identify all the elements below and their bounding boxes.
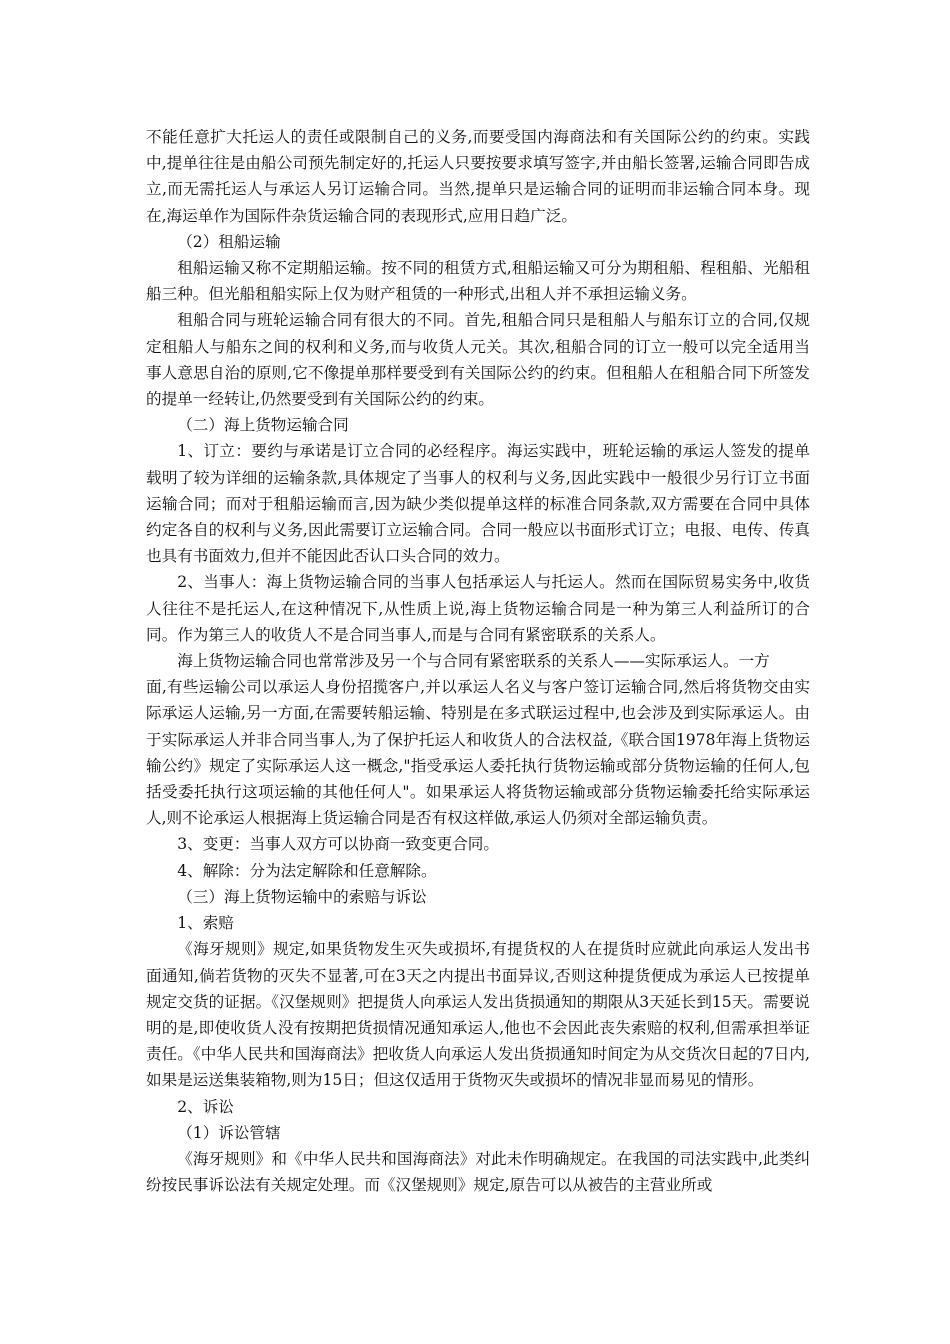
paragraph-modification: 3、变更：当事人双方可以协商一致变更合同。 xyxy=(177,835,499,854)
heading-claims-litigation: （三）海上货物运输中的索赔与诉讼 xyxy=(177,887,427,906)
heading-claims: 1、索赔 xyxy=(177,914,234,933)
paragraph-charter-definition: 租船运输又称不定期船运输。按不同的租赁方式,租船运输又可分为期租船、程租船、光船租船三种。但光船租船实际上仅为财产租赁的一种形式,出租人并不承担运输义务。 xyxy=(146,259,810,304)
paragraph-1: 不能任意扩大托运人的责任或限制自己的义务,而要受国内海商法和有关国际公约的约束。实践中,提单往往是由船公司预先制定好的,托运人只要按要求填写签字,并由船长签署,运输合同即告成立,而无需托运人与承运人另订运输合同。当然,提单只是运输合同的证明而非运输合同本身。现在,海运单作为国际件杂货运输合同的表现形式,应用日趋广泛。 xyxy=(146,128,810,225)
paragraph-parties: 2、当事人：海上货物运输合同的当事人包括承运人与托运人。然而在国际贸易实务中,收货人往往不是托运人,在这种情况下,从性质上说,海上货物运输合同是一种为第三人利益所订的合同。作为第三人的收货人不是合同当事人,而是与合同有紧密联系的关系人。 xyxy=(146,573,810,644)
paragraph-actual-carrier-intro: 海上货物运输合同也常常涉及另一个与合同有紧密联系的关系人——实际承运人。一方 xyxy=(177,652,770,671)
paragraph-conclusion: 1、订立：要约与承诺是订立合同的必经程序。海运实践中，班轮运输的承运人签发的提单载明了较为详细的运输条款,具体规定了当事人的权利与义务,因此实践中一般很少另行订立书面运输合同；而对于租船运输而言,因为缺少类似提单这样的标准合同条款,双方需要在合同中具体约定各自的权利与义务,因此需要订立运输合同。合同一般应以书面形式订立；电报、电传、传真也具有书面效力,但并不能因此否认口头合同的效力。 xyxy=(146,442,810,566)
heading-charter-shipping: （2）租船运输 xyxy=(177,232,281,251)
heading-litigation: 2、诉讼 xyxy=(177,1097,234,1116)
paragraph-charter-contract: 租船合同与班轮运输合同有很大的不同。首先,租船合同只是租船人与船东订立的合同,仅规定租船人与船东之间的权利和义务,而与收货人元关。其次,租船合同的订立一般可以完全适用当事人意思自治的原则,它不像提单那样要受到有关国际公约的约束。但租船人在租船合同下所签发的提单一经转让,仍然要受到有关国际公约的约束。 xyxy=(146,311,810,409)
heading-sea-cargo-contract: （二）海上货物运输合同 xyxy=(177,416,349,435)
heading-jurisdiction: （1）诉讼管辖 xyxy=(177,1123,281,1142)
paragraph-jurisdiction: 《海牙规则》和《中华人民共和国海商法》对此未作明确规定。在我国的司法实践中,此类纠纷按民事诉讼法有关规定处理。而《汉堡规则》规定,原告可以从被告的主营业所或 xyxy=(146,1149,810,1195)
paragraph-termination: 4、解除：分为法定解除和任意解除。 xyxy=(177,861,437,880)
paragraph-claims: 《海牙规则》规定,如果货物发生灭失或损坏,有提货权的人在提货时应就此向承运人发出书面通知,倘若货物的灭失不显著,可在3天之内提出书面异议,否则这种提货便成为承运人已按提单规定交货的证据。《汉堡规则》把提货人向承运人发出货损通知的期限从3天延长到15天。需要说明的是,即使收货人没有按期把货损情况通知承运人,他也不会因此丧失索赔的权利,但需承担举证责任。《中华人民共和国海商法》把收货人向承运人发出货损通知时间定为从交货次日起的7日内,如果是运送集装箱物,则为15日；但这仅适用于货物灭失或损坏的情况非显而易见的情形。 xyxy=(146,940,810,1090)
paragraph-actual-carrier: 面,有些运输公司以承运人身份招揽客户,并以承运人名义与客户签订运输合同,然后将货物交由实际承运人运输,另一方面,在需要转船运输、特别是在多式联运过程中,也会涉及到实际承运人。由于实际承运人并非合同当事人,为了保护托运人和收货人的合法权益,《联合国1978年海上货物运输公约》规定了实际承运人这一概念,"指受承运人委托执行货物运输或部分货物运输的任何人,包括受委托执行这项运输的其他任何人"。如果承运人将货物运输或部分货物运输委托给实际承运人,则不论承运人根据海上货运输合同是否有权这样做,承运人仍须对全部运输负责。 xyxy=(146,678,810,828)
document-page xyxy=(146,124,810,1198)
